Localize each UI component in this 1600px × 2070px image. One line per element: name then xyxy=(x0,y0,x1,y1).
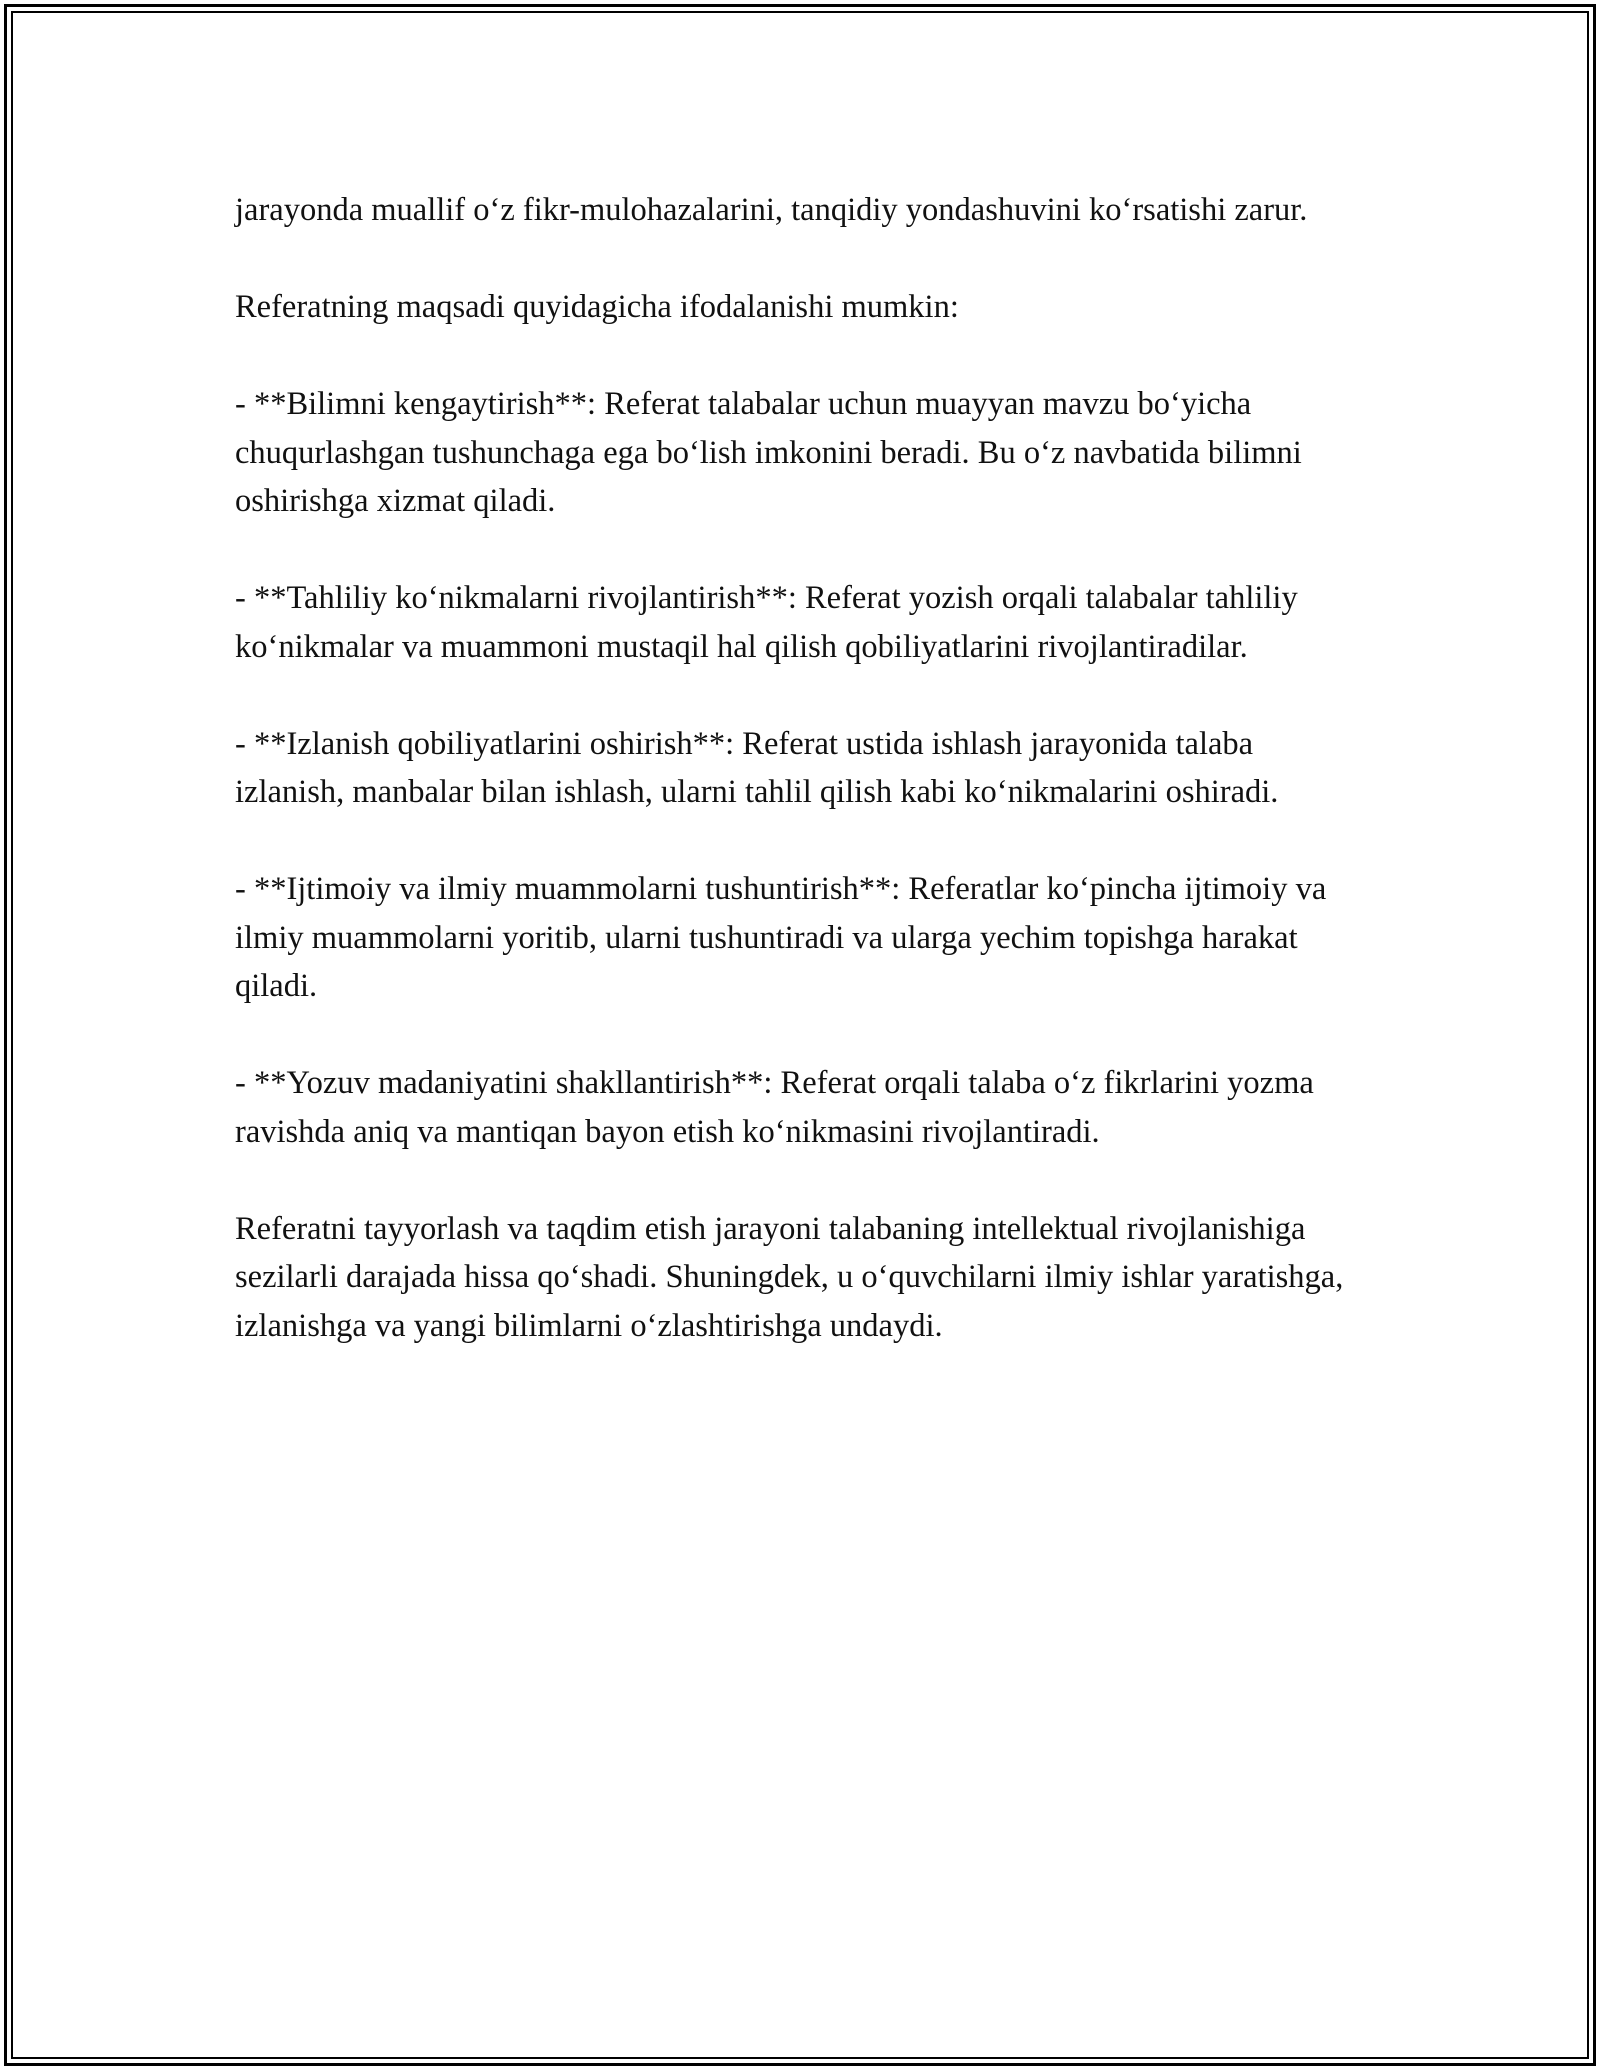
document-body xyxy=(235,186,1365,1399)
list-item-social-scientific-problems: - **Ijtimoiy va ilmiy muammolarni tushuntirish**: Referatlar ko‘pincha ijtimoiy va ilmiy muammolarni yoritib, ularni tushuntiradi va ularga yechim topishga harakat qiladi. xyxy=(235,871,1327,1004)
list-item-knowledge: - **Bilimni kengaytirish**: Referat talabalar uchun muayyan mavzu bo‘yicha chuqurlashgan tushunchaga ega bo‘lish imkonini beradi. Bu o‘z navbatida bilimni oshirishga xizmat qiladi. xyxy=(235,386,1302,519)
paragraph-conclusion: Referatni tayyorlash va taqdim etish jarayoni talabaning intellektual rivojlanishiga sezilarli darajada hissa qo‘shadi. Shuningdek, u o‘quvchilarni ilmiy ishlar yaratishga, izlanishga va yangi bilimlarni o‘zlashtirishga undaydi. xyxy=(235,1210,1344,1344)
list-item-writing-culture: - **Yozuv madaniyatini shakllantirish**: Referat orqali talaba o‘z fikrlarini yozma ravishda aniq va mantiqan bayon etish ko‘nikmasini rivojlantiradi. xyxy=(235,1065,1314,1150)
paragraph-intro-continuation: jarayonda muallif o‘z fikr-mulohazalarini, tanqidiy yondashuvini ko‘rsatishi zarur. xyxy=(235,192,1308,228)
list-item-analytical-skills: - **Tahliliy ko‘nikmalarni rivojlantirish**: Referat yozish orqali talabalar tahliliy ko‘nikmalar va muammoni mustaqil hal qilish qobiliyatlarini rivojlantiradilar. xyxy=(235,580,1298,665)
paragraph-goals-lead: Referatning maqsadi quyidagicha ifodalanishi mumkin: xyxy=(235,289,959,325)
list-item-research-skills: - **Izlanish qobiliyatlarini oshirish**: Referat ustida ishlash jarayonida talaba izlanish, manbalar bilan ishlash, ularni tahlil qilish kabi ko‘nikmalarini oshiradi. xyxy=(235,725,1279,810)
